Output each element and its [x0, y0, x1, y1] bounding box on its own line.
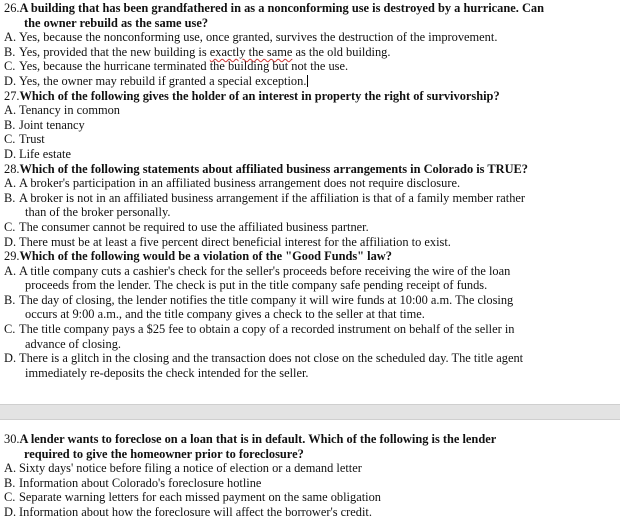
- option-text: The day of closing, the lender notifies the title company it will wire funds at 10:00 a.m. The closing: [19, 292, 514, 307]
- option-letter: A.: [4, 263, 17, 278]
- option-text: A broker's participation in an affiliated business arrangement does not require disclosure.: [19, 176, 461, 191]
- option-letter: A.: [4, 30, 17, 45]
- option-letter: A.: [4, 103, 17, 118]
- option-text: There is a glitch in the closing and the transaction does not close on the scheduled day. The title agent: [19, 351, 524, 366]
- option-28-b-continued: than of the broker personally.: [25, 205, 171, 220]
- option-27-b[interactable]: [4, 118, 616, 133]
- question-text: Which of the following gives the holder of an interest in property the right of survivorship?: [19, 88, 500, 103]
- option-letter: C.: [4, 322, 16, 337]
- page-break-gap: [0, 404, 620, 420]
- question-text: A lender wants to foreclose on a loan that is in default. Which of the following is the lender: [19, 432, 497, 446]
- option-letter: C.: [4, 132, 16, 147]
- page-two-content: [4, 432, 616, 520]
- option-text: A title company cuts a cashier's check for the seller's proceeds before receiving the wire of the loan: [19, 263, 511, 278]
- question-text: Which of the following statements about affiliated business arrangements in Colorado is TRUE?: [19, 161, 528, 176]
- option-29-c[interactable]: [4, 322, 616, 337]
- option-29-b[interactable]: [4, 293, 616, 308]
- option-27-a[interactable]: [4, 103, 616, 118]
- option-text: Information about Colorado's foreclosure hotline: [19, 475, 262, 490]
- option-text: A broker is not in an affiliated business arrangement if the affiliation is that of a family member rather: [19, 190, 526, 205]
- option-27-d[interactable]: [4, 147, 616, 162]
- question-26: [4, 1, 616, 16]
- option-28-d[interactable]: [4, 235, 616, 250]
- question-text: Which of the following would be a violation of the "Good Funds" law?: [19, 249, 392, 264]
- option-text: The consumer cannot be required to use the affiliated business partner.: [19, 219, 369, 234]
- option-letter: D.: [4, 351, 17, 366]
- option-30-a[interactable]: [4, 461, 616, 476]
- option-letter: A.: [4, 176, 17, 191]
- option-text: There must be at least a five percent direct beneficial interest for the affiliation to exist.: [19, 234, 451, 249]
- question-number: 28.: [4, 161, 20, 176]
- question-number: 26.: [4, 1, 20, 15]
- option-26-b[interactable]: [4, 45, 616, 60]
- option-letter: B.: [4, 117, 16, 132]
- option-26-d[interactable]: [4, 74, 616, 89]
- option-text: Joint tenancy: [19, 117, 85, 132]
- option-letter: C.: [4, 59, 16, 74]
- option-letter: B.: [4, 190, 16, 205]
- question-28: [4, 162, 616, 177]
- option-27-c[interactable]: [4, 132, 616, 147]
- question-26-continued: the owner rebuild as the same use?: [24, 15, 209, 30]
- question-number: 27.: [4, 88, 20, 103]
- option-28-a[interactable]: [4, 176, 616, 191]
- option-text-start: Yes, provided that the new building is: [19, 44, 210, 59]
- question-text: A building that has been grandfathered in as a nonconforming use is destroyed by a hurricane. Can: [19, 1, 544, 15]
- option-29-a-continued: proceeds from the lender. The check is put in the title company safe pending receipt of funds.: [25, 278, 488, 293]
- option-text: Life estate: [19, 146, 71, 161]
- option-letter: C.: [4, 490, 16, 505]
- text-cursor: [307, 75, 308, 87]
- option-text: The title company pays a $25 fee to obtain a copy of a recorded instrument on behalf of the seller in: [19, 322, 515, 337]
- option-30-b[interactable]: [4, 476, 616, 491]
- question-30-continued: required to give the homeowner prior to foreclosure?: [24, 446, 304, 461]
- option-letter: D.: [4, 146, 17, 161]
- option-letter: D.: [4, 234, 17, 249]
- option-26-c[interactable]: [4, 59, 616, 74]
- option-text: Yes, because the nonconforming use, once granted, survives the destruction of the improvement.: [19, 30, 498, 45]
- spellcheck-underlined-text: exactly the same: [209, 44, 293, 59]
- option-29-a[interactable]: [4, 264, 616, 279]
- option-letter: A.: [4, 461, 17, 476]
- option-text: Information about how the foreclosure will affect the borrower's credit.: [19, 504, 372, 519]
- option-text: Separate warning letters for each missed payment on the same obligation: [19, 490, 381, 505]
- option-letter: B.: [4, 44, 16, 59]
- question-30: [4, 432, 616, 447]
- option-text: Trust: [19, 132, 45, 147]
- option-text-end: as the old building.: [292, 44, 391, 59]
- option-text: Yes, the owner may rebuild if granted a special exception.: [19, 73, 307, 88]
- question-number: 30.: [4, 432, 20, 446]
- page-one-content: [4, 1, 616, 380]
- option-28-b[interactable]: [4, 191, 616, 206]
- option-30-c[interactable]: [4, 490, 616, 505]
- option-29-d[interactable]: [4, 351, 616, 366]
- option-letter: B.: [4, 292, 16, 307]
- option-30-d[interactable]: [4, 505, 616, 520]
- option-letter: D.: [4, 73, 17, 88]
- option-letter: C.: [4, 219, 16, 234]
- option-text: Sixty days' notice before filing a notice of election or a demand letter: [19, 461, 362, 476]
- option-text: Yes, because the hurricane terminated the building but not the use.: [19, 59, 349, 74]
- question-29: [4, 249, 616, 264]
- option-letter: D.: [4, 504, 17, 519]
- option-29-d-continued: immediately re-deposits the check intended for the seller.: [25, 365, 309, 380]
- question-number: 29.: [4, 249, 20, 264]
- option-letter: B.: [4, 475, 16, 490]
- option-29-b-continued: occurs at 9:00 a.m., and the title company gives a check to the seller at that time.: [25, 307, 425, 322]
- question-27: [4, 89, 616, 104]
- option-29-c-continued: advance of closing.: [25, 336, 121, 351]
- option-26-a[interactable]: [4, 30, 616, 45]
- option-28-c[interactable]: [4, 220, 616, 235]
- option-text: Tenancy in common: [19, 103, 120, 118]
